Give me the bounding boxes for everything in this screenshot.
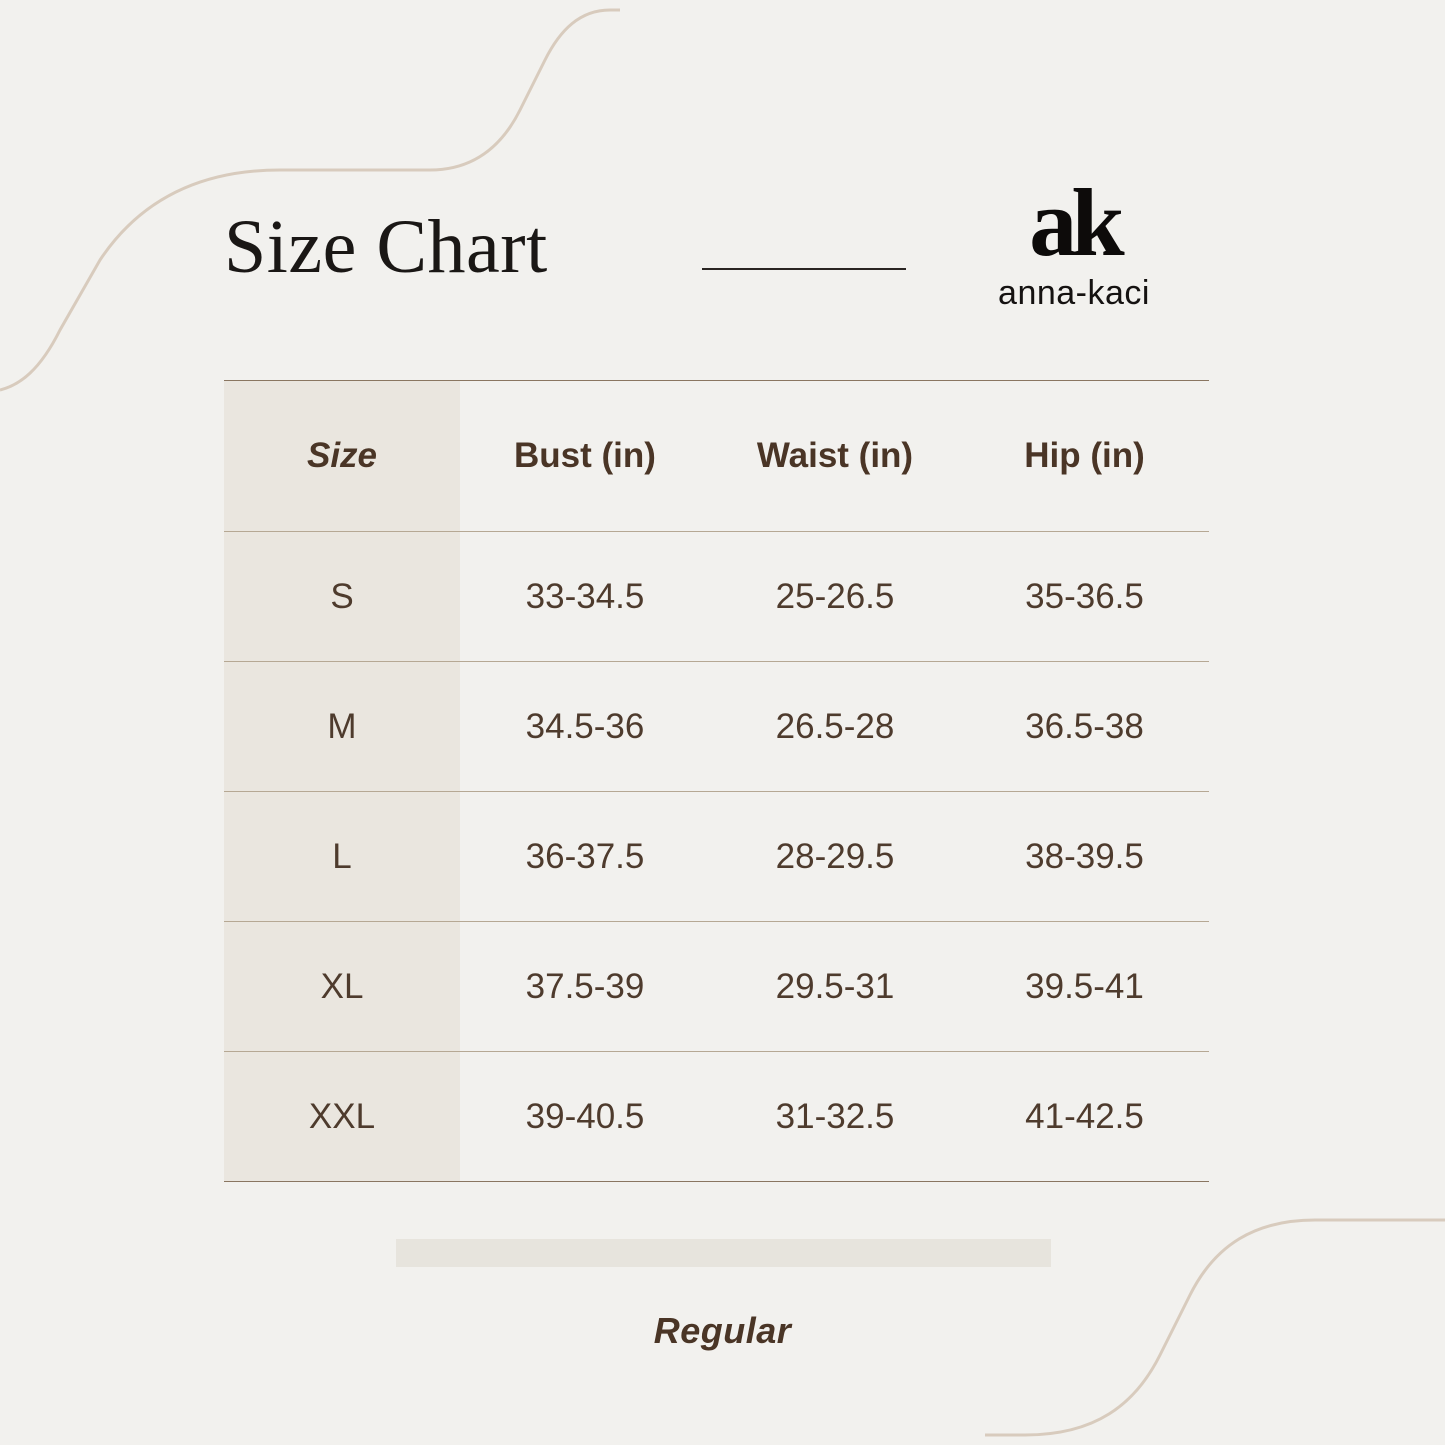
table-header-row: [224, 381, 1209, 532]
page-title: Size Chart: [224, 205, 548, 289]
table-row: [224, 662, 1209, 792]
fit-label: Regular: [653, 1310, 792, 1351]
fit-indicator-bar: [396, 1239, 1051, 1267]
cell-bust: 34.5-36: [460, 662, 710, 792]
header: [224, 169, 1209, 345]
cell-hip: 39.5-41: [960, 922, 1209, 1052]
cell-size: M: [224, 662, 460, 792]
cell-size: S: [224, 532, 460, 662]
table-row: [224, 532, 1209, 662]
cell-waist: 25-26.5: [710, 532, 960, 662]
cell-bust: 36-37.5: [460, 792, 710, 922]
cell-size: L: [224, 792, 460, 922]
title-divider: [702, 268, 906, 270]
column-header-bust: Bust (in): [460, 381, 710, 532]
table-row: [224, 1052, 1209, 1182]
column-header-hip: Hip (in): [960, 381, 1209, 532]
cell-waist: 29.5-31: [710, 922, 960, 1052]
size-table-container: [224, 380, 1209, 1182]
column-header-waist: Waist (in): [710, 381, 960, 532]
cell-size: XXL: [224, 1052, 460, 1182]
cell-hip: 38-39.5: [960, 792, 1209, 922]
cell-bust: 37.5-39: [460, 922, 710, 1052]
column-header-size: Size: [224, 381, 460, 532]
cell-hip: 36.5-38: [960, 662, 1209, 792]
table-body: [224, 532, 1209, 1182]
table-header: [224, 381, 1209, 532]
cell-hip: 41-42.5: [960, 1052, 1209, 1182]
cell-waist: 31-32.5: [710, 1052, 960, 1182]
table-row: [224, 922, 1209, 1052]
cell-bust: 39-40.5: [460, 1052, 710, 1182]
cell-size: XL: [224, 922, 460, 1052]
table-row: [224, 792, 1209, 922]
cell-bust: 33-34.5: [460, 532, 710, 662]
cell-waist: 28-29.5: [710, 792, 960, 922]
brand-logo: [939, 169, 1209, 313]
cell-waist: 26.5-28: [710, 662, 960, 792]
brand-monogram: ak: [1029, 169, 1119, 276]
cell-hip: 35-36.5: [960, 532, 1209, 662]
size-table: [224, 380, 1209, 1182]
brand-name: anna-kaci: [998, 274, 1150, 312]
